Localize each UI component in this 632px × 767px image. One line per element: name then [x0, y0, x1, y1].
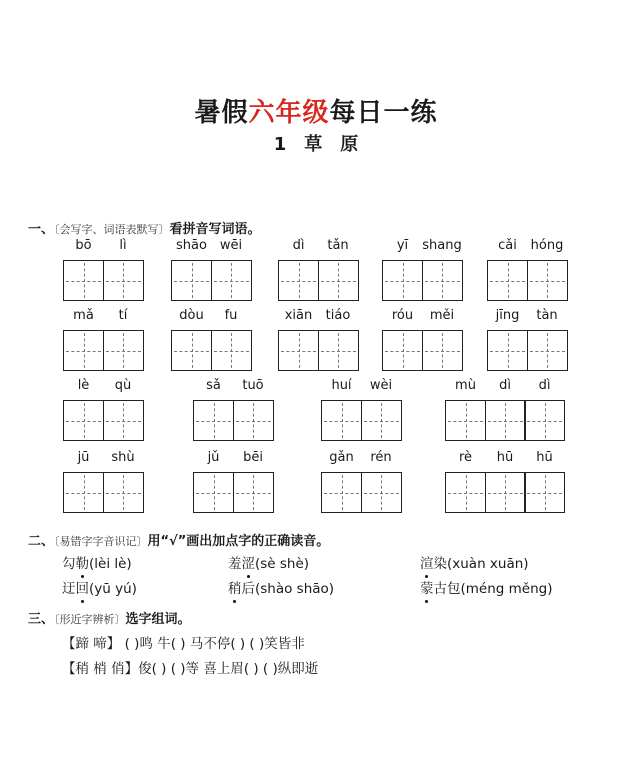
word-choice-row-2: 【稍 梢 俏】俊( ) ( )等 喜上眉( ) ( )纵即逝	[62, 661, 319, 677]
writing-cell[interactable]	[103, 330, 144, 371]
writing-grid	[382, 260, 463, 301]
writing-cell[interactable]	[278, 330, 319, 371]
lesson-name-part1: 草	[304, 134, 323, 155]
pinyin-syllable: tiáo	[325, 308, 351, 323]
writing-cell[interactable]	[422, 260, 463, 301]
pinyin-syllable: dì	[538, 378, 551, 393]
writing-grid	[63, 472, 144, 513]
writing-cell[interactable]	[211, 330, 252, 371]
dotted-char: 涩	[241, 556, 255, 572]
writing-grid	[193, 472, 274, 513]
writing-cell[interactable]	[445, 472, 486, 513]
writing-cell[interactable]	[193, 400, 234, 441]
lesson-name-part2: 原	[340, 134, 359, 155]
pinyin-syllable: shang	[422, 238, 462, 253]
pinyin-syllable: tí	[118, 308, 128, 323]
reading-char: 古包	[433, 581, 461, 597]
writing-cell[interactable]	[524, 400, 565, 441]
pinyin-syllable: huí	[331, 378, 352, 393]
pinyin-syllable: qù	[114, 378, 132, 393]
pinyin-syllable: tǎn	[327, 238, 349, 253]
writing-grid	[278, 260, 359, 301]
writing-cell[interactable]	[193, 472, 234, 513]
writing-grid	[487, 260, 568, 301]
dotted-char: 勒	[75, 556, 89, 572]
pinyin-options[interactable]: (méng měng)	[460, 581, 553, 597]
writing-cell[interactable]	[487, 260, 528, 301]
pinyin-syllable: mǎ	[73, 308, 94, 323]
pinyin-syllable: tàn	[536, 308, 558, 323]
pinyin-syllable: mù	[455, 378, 476, 393]
writing-cell[interactable]	[527, 330, 568, 371]
writing-grid	[63, 260, 144, 301]
writing-grid	[63, 400, 144, 441]
pinyin-syllable: měi	[429, 308, 455, 323]
pinyin-syllable: hū	[496, 450, 514, 465]
pinyin-syllable: dì	[499, 378, 511, 393]
pinyin-options[interactable]: (yū yú)	[89, 581, 137, 597]
title-suffix: 每日一练	[329, 98, 438, 128]
dotted-char: 蒙	[420, 581, 434, 597]
pinyin-options[interactable]: (sè shè)	[255, 556, 310, 572]
pinyin-syllable: bēi	[243, 450, 263, 465]
reading-char: 勾	[62, 556, 76, 572]
writing-grid	[171, 260, 252, 301]
writing-cell[interactable]	[63, 400, 104, 441]
writing-cell[interactable]	[422, 330, 463, 371]
writing-cell[interactable]	[318, 260, 359, 301]
reading-item	[62, 552, 132, 572]
writing-grid	[193, 400, 274, 441]
section-2-index: 二、	[28, 534, 55, 549]
writing-cell[interactable]	[524, 472, 565, 513]
pinyin-syllable: gǎn	[329, 450, 354, 465]
pinyin-syllable: tuō	[242, 378, 264, 393]
section-2-tag: 〔易错字字音识记〕	[54, 535, 148, 548]
writing-cell[interactable]	[485, 472, 526, 513]
pinyin-syllable: fu	[224, 308, 238, 323]
reading-item	[420, 552, 529, 572]
writing-cell[interactable]	[361, 472, 402, 513]
pinyin-syllable: xiān	[284, 308, 313, 323]
writing-cell[interactable]	[321, 400, 362, 441]
title-prefix: 暑假	[194, 98, 249, 128]
writing-grid	[487, 330, 568, 371]
writing-cell[interactable]	[233, 400, 274, 441]
pinyin-syllable: rén	[370, 450, 392, 465]
reading-item	[420, 577, 553, 597]
writing-cell[interactable]	[233, 472, 274, 513]
pinyin-syllable: róu	[391, 308, 414, 323]
page-title	[0, 92, 632, 129]
writing-cell[interactable]	[318, 330, 359, 371]
lesson-title	[0, 130, 632, 156]
dotted-char: 稍	[228, 581, 242, 597]
pinyin-syllable: shù	[111, 450, 135, 465]
writing-cell[interactable]	[382, 260, 423, 301]
pinyin-syllable: shāo	[176, 238, 207, 253]
pinyin-options[interactable]: (lèi lè)	[89, 556, 132, 572]
writing-grid	[171, 330, 252, 371]
pinyin-syllable: jū	[77, 450, 90, 465]
writing-grid	[63, 330, 144, 371]
pinyin-syllable: hū	[536, 450, 553, 465]
writing-grid	[278, 330, 359, 371]
writing-cell[interactable]	[63, 330, 104, 371]
section-1-tag: 〔会写字、词语表默写〕	[54, 223, 170, 236]
writing-grid	[382, 330, 463, 371]
section-1-index: 一、	[28, 222, 55, 237]
writing-cell[interactable]	[321, 472, 362, 513]
lesson-number: 1	[273, 134, 287, 155]
writing-cell[interactable]	[361, 400, 402, 441]
pinyin-syllable: yī	[396, 238, 409, 253]
pinyin-syllable: dì	[292, 238, 305, 253]
pinyin-syllable: dòu	[179, 308, 204, 323]
writing-grid	[445, 472, 565, 513]
section-3-index: 三、	[28, 612, 55, 627]
pinyin-syllable: lè	[77, 378, 90, 393]
reading-char: 染	[433, 556, 447, 572]
section-3-instruction: 选字组词。	[125, 612, 191, 627]
reading-char: 羞	[228, 556, 242, 572]
writing-cell[interactable]	[63, 260, 104, 301]
writing-cell[interactable]	[171, 330, 212, 371]
pinyin-syllable: cǎi	[498, 238, 517, 253]
pinyin-syllable: rè	[458, 450, 473, 465]
reading-char: 迂	[62, 581, 76, 597]
reading-item	[228, 577, 334, 597]
pinyin-options[interactable]: (shào shāo)	[255, 581, 335, 597]
title-grade-highlight: 六年级	[248, 98, 330, 128]
section-3-header	[28, 608, 191, 627]
writing-cell[interactable]	[63, 472, 104, 513]
pinyin-syllable: wēi	[219, 238, 243, 253]
writing-cell[interactable]	[103, 260, 144, 301]
writing-cell[interactable]	[278, 260, 319, 301]
writing-cell[interactable]	[211, 260, 252, 301]
reading-char: 后	[241, 581, 255, 597]
writing-grid	[445, 400, 565, 441]
dotted-char: 回	[75, 581, 89, 597]
section-1-instruction: 看拼音写词语。	[169, 222, 261, 237]
section-2-header	[28, 530, 329, 549]
writing-cell[interactable]	[485, 400, 526, 441]
reading-item	[228, 552, 309, 572]
writing-cell[interactable]	[103, 472, 144, 513]
pinyin-syllable: sǎ	[206, 378, 221, 393]
writing-cell[interactable]	[103, 400, 144, 441]
pinyin-options[interactable]: (xuàn xuān)	[447, 556, 529, 572]
pinyin-syllable: hóng	[530, 238, 564, 253]
pinyin-syllable: wèi	[369, 378, 393, 393]
word-choice-row-1: 【蹄 啼】 ( )鸣 牛( ) 马不停( ) ( )笑皆非	[62, 636, 305, 652]
section-3-tag: 〔形近字辨析〕	[54, 613, 126, 626]
writing-cell[interactable]	[487, 330, 528, 371]
pinyin-syllable: jīng	[495, 308, 520, 323]
writing-cell[interactable]	[445, 400, 486, 441]
writing-cell[interactable]	[382, 330, 423, 371]
reading-item	[62, 577, 137, 597]
pinyin-syllable: jǔ	[207, 450, 220, 465]
writing-grid	[321, 400, 402, 441]
writing-cell[interactable]	[171, 260, 212, 301]
writing-grid	[321, 472, 402, 513]
writing-cell[interactable]	[527, 260, 568, 301]
dotted-char: 渲	[420, 556, 434, 572]
section-1-header	[28, 218, 261, 237]
section-2-instruction: 用“√”画出加点字的正确读音。	[147, 534, 330, 549]
pinyin-syllable: lì	[119, 238, 127, 253]
pinyin-syllable: bō	[75, 238, 92, 253]
